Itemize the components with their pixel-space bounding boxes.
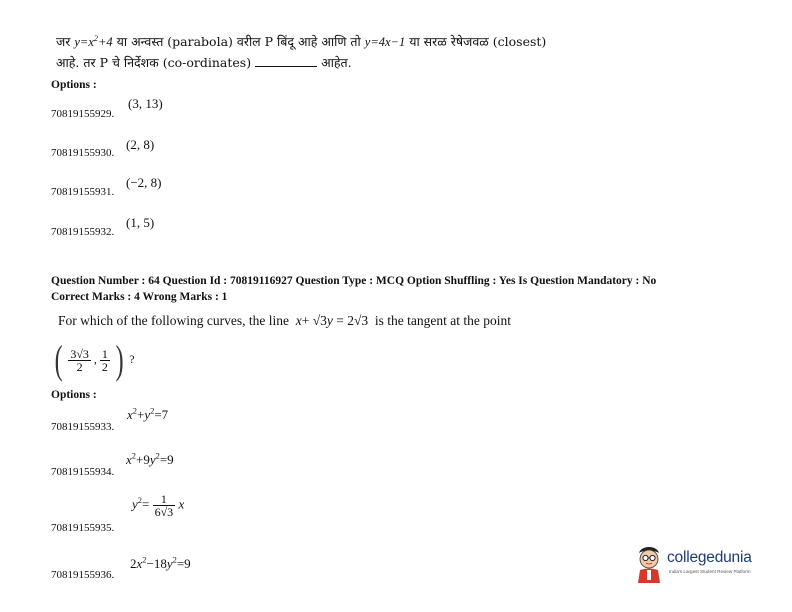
option-id: 70819155931.	[51, 186, 115, 198]
prev-question-suffix: या सरळ रेषेजवळ (closest)	[409, 34, 547, 49]
option-id: 70819155935.	[51, 522, 115, 534]
prev-question-line-eq: y=4x−1	[364, 35, 406, 49]
option-value: (−2, 8)	[126, 175, 162, 190]
point-x-fraction: $\frac{3√3}{2}$	[70, 346, 89, 374]
prev-question-line2-prefix: आहे. तर P चे निर्देशक (co-ordinates)	[56, 55, 252, 70]
mascot-icon	[633, 543, 665, 585]
option-id: 70819155936.	[51, 569, 115, 581]
logo-tagline: India's Largest Student Review Platform	[669, 569, 751, 574]
question-text-suffix: is the tangent at the point	[374, 313, 511, 328]
prev-question-line2-suffix: आहेत.	[321, 55, 352, 70]
prev-question-line-1	[56, 33, 546, 50]
collegedunia-logo	[633, 543, 763, 589]
option-id: 70819155929.	[51, 108, 115, 120]
prev-question-prefix: जर	[56, 34, 71, 49]
question-meta-line-1: Question Number : 64 Question Id : 70819116927 Question Type : MCQ Option Shuffling : Yes Is Question Mandatory : No	[51, 275, 657, 287]
option-fraction: $\frac{1}{6√3}$	[154, 492, 174, 519]
option-value: $x^2+y^2=7$	[127, 405, 169, 422]
prev-question-line-2	[56, 54, 352, 71]
question-text	[58, 313, 511, 329]
option-value: $2x^2-18y^2=9$	[130, 554, 191, 571]
prev-options-label: Options :	[51, 79, 97, 91]
option-id: 70819155932.	[51, 226, 115, 238]
option-value: $y^2=$ $\frac{1}{6√3}$ x	[132, 492, 185, 519]
question-meta-line-2: Correct Marks : 4 Wrong Marks : 1	[51, 291, 228, 303]
logo-text: collegedunia	[667, 549, 752, 566]
question-text-prefix: For which of the following curves, the line	[58, 313, 289, 328]
tangent-line-equation: x+ √3y = 2√3	[295, 313, 372, 328]
option-id: 70819155934.	[51, 466, 115, 478]
option-id: 70819155933.	[51, 421, 115, 433]
answer-blank	[255, 58, 317, 67]
option-value: (3, 13)	[128, 96, 163, 111]
left-paren: (	[54, 337, 63, 382]
option-value: (2, 8)	[126, 137, 155, 152]
right-paren: )	[115, 337, 124, 382]
tangent-point: ( $\frac{3√3}{2}$ , $\frac{1}{2}$ ) ?	[54, 337, 135, 382]
q64-options-label: Options :	[51, 389, 97, 401]
option-value: $x^2+9y^2=9$	[126, 450, 174, 467]
prev-question-mid: या अन्वस्त (parabola) वरील P बिंदू आहे आणि तो	[116, 34, 361, 49]
question-mark: ?	[129, 351, 135, 366]
option-id: 70819155930.	[51, 147, 115, 159]
point-y-fraction: $\frac{1}{2}$	[101, 346, 108, 374]
option-value: (1, 5)	[126, 215, 155, 230]
prev-question-parabola-eq: $y=x^2+4$	[74, 33, 113, 49]
